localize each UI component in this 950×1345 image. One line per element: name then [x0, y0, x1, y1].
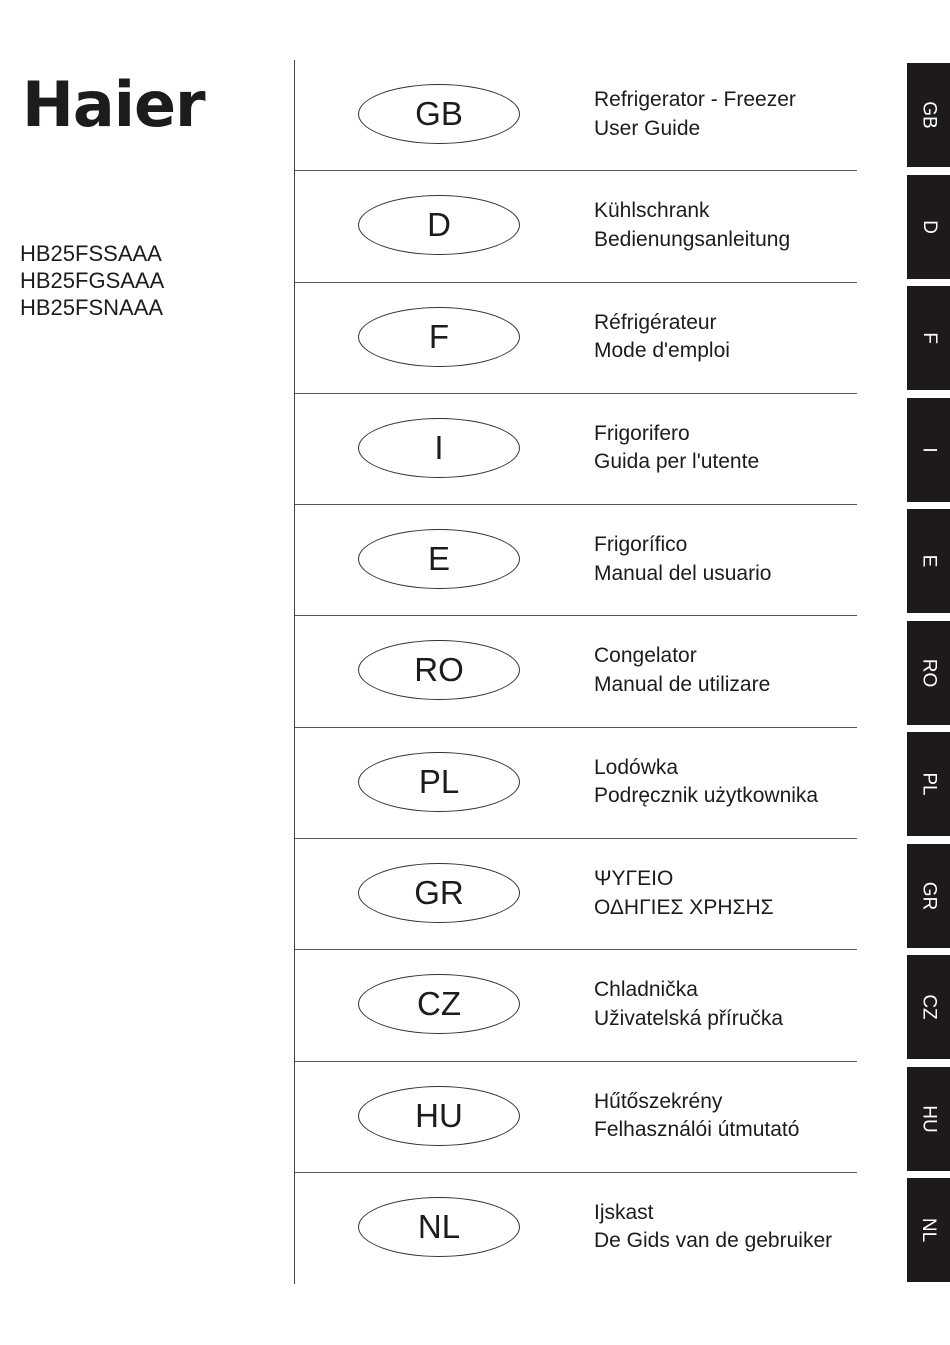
language-tab[interactable] [907, 509, 950, 613]
language-tab[interactable] [907, 1178, 950, 1282]
language-code-oval: GR [358, 863, 520, 923]
language-title: Refrigerator - Freezer [594, 88, 796, 111]
language-text [594, 309, 730, 366]
language-code-oval: E [358, 529, 520, 589]
language-subtitle: De Gids van de gebruiker [594, 1229, 833, 1253]
language-tab-label: CZ [918, 994, 940, 1020]
language-title: Réfrigérateur [594, 310, 717, 334]
language-title: Chladnička [594, 978, 698, 1002]
language-tab-label: E [918, 554, 940, 568]
language-row[interactable] [295, 171, 857, 282]
language-subtitle: Manual del usuario [594, 561, 772, 585]
language-text [594, 1088, 799, 1145]
language-tab-label: PL [918, 772, 940, 796]
language-title: Frigorifero [594, 421, 690, 445]
language-tab-label: GR [918, 881, 940, 910]
language-text [594, 642, 770, 699]
language-text [594, 197, 790, 254]
language-tab[interactable] [907, 844, 950, 948]
language-tab-label: GB [918, 101, 940, 129]
model-list [20, 240, 164, 321]
model-number: HB25FSSAAA [20, 241, 162, 266]
language-tab[interactable] [907, 621, 950, 725]
language-text [594, 86, 796, 143]
language-subtitle: Uživatelská příručka [594, 1006, 784, 1030]
language-row[interactable] [295, 1173, 857, 1284]
language-subtitle: User Guide [594, 116, 701, 140]
language-subtitle: Podręcznik użytkownika [594, 784, 819, 808]
language-text [594, 865, 774, 922]
language-tab-label: RO [918, 658, 940, 687]
language-subtitle: Bedienungsanleitung [594, 227, 791, 251]
language-title: ΨΥΓΕΙΟ [594, 867, 674, 891]
language-text [594, 420, 759, 477]
language-title: Ijskast [594, 1200, 654, 1224]
model-number: HB25FGSAAA [20, 268, 165, 293]
language-subtitle: Manual de utilizare [594, 672, 771, 696]
language-tab-label: HU [918, 1104, 940, 1133]
language-tab-label: NL [918, 1217, 940, 1243]
language-code-oval: RO [358, 640, 520, 700]
language-subtitle: Felhasználói útmutató [594, 1118, 800, 1142]
language-tab[interactable] [907, 63, 950, 167]
language-row[interactable] [295, 950, 857, 1061]
language-tab[interactable] [907, 286, 950, 390]
language-text [594, 754, 818, 811]
language-subtitle: Mode d'emploi [594, 339, 730, 363]
haier-logo: Haier [22, 68, 205, 141]
language-title: Kühlschrank [594, 199, 710, 223]
language-tab[interactable] [907, 732, 950, 836]
language-text [594, 976, 783, 1033]
language-subtitle: Guida per l'utente [594, 450, 760, 474]
language-title: Frigorífico [594, 533, 688, 557]
language-code-oval: PL [358, 752, 520, 812]
language-title: Hűtőszekrény [594, 1089, 723, 1113]
language-title: Lodówka [594, 755, 679, 779]
model-number: HB25FSNAAA [20, 295, 164, 320]
language-list [295, 60, 857, 1284]
language-text [594, 531, 771, 588]
language-tab-label: I [918, 446, 940, 453]
language-row[interactable] [295, 1062, 857, 1173]
language-tab[interactable] [907, 955, 950, 1059]
language-row[interactable] [295, 616, 857, 727]
language-title: Congelator [594, 644, 697, 668]
language-code-oval: D [358, 195, 520, 255]
language-tab[interactable] [907, 398, 950, 502]
language-code-oval: NL [358, 1197, 520, 1257]
language-row[interactable] [295, 283, 857, 394]
language-tab-label: D [918, 219, 940, 234]
language-row[interactable] [295, 728, 857, 839]
language-text [594, 1199, 832, 1256]
language-code-oval: CZ [358, 974, 520, 1034]
language-subtitle: ΟΔΗΓΙΕΣ ΧΡΗΣΗΣ [594, 895, 774, 919]
language-row[interactable] [295, 60, 857, 171]
language-tab[interactable] [907, 1067, 950, 1171]
language-code-oval: I [358, 418, 520, 478]
language-row[interactable] [295, 505, 857, 616]
language-row[interactable] [295, 839, 857, 950]
language-row[interactable] [295, 394, 857, 505]
language-code-oval: F [358, 307, 520, 367]
language-tab-label: F [918, 332, 940, 344]
language-tab[interactable] [907, 175, 950, 279]
language-code-oval: HU [358, 1086, 520, 1146]
language-code-oval: GB [358, 84, 520, 144]
